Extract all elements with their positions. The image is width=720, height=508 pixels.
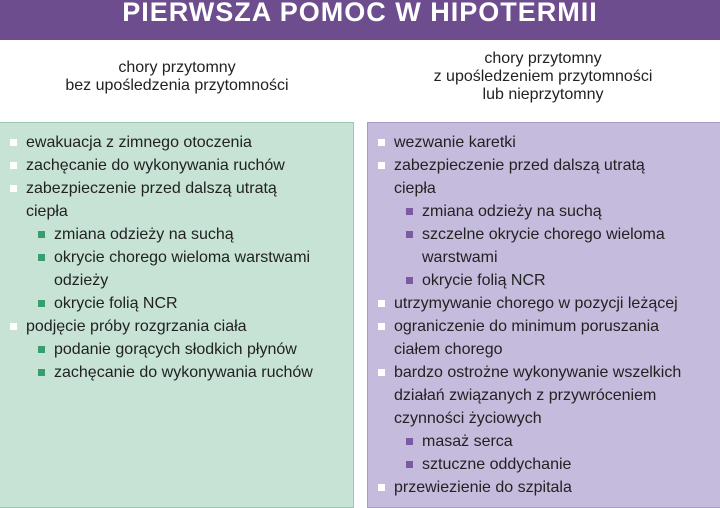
right-column-header <box>366 50 720 104</box>
list-item-text: okrycie folią NCR <box>422 272 546 289</box>
list-item <box>378 361 714 430</box>
list-item-text: zachęcanie do wykonywania ruchów <box>54 364 313 381</box>
list-item-text: ciepła <box>394 180 436 197</box>
square-bullet-icon <box>38 231 45 238</box>
left-action-list <box>10 131 347 384</box>
square-bullet-icon <box>378 162 385 169</box>
square-bullet-icon <box>38 346 45 353</box>
list-item-text: podanie gorących słodkich płynów <box>54 341 297 358</box>
list-item-text: czynności życiowych <box>394 410 542 427</box>
square-bullet-icon <box>406 277 413 284</box>
list-item <box>378 292 714 315</box>
right-header-line: z upośledzeniem przytomności <box>433 68 653 85</box>
list-item-text: okrycie folią NCR <box>54 295 178 312</box>
square-bullet-icon <box>378 484 385 491</box>
list-item-text: ewakuacja z zimnego otoczenia <box>26 134 252 151</box>
square-bullet-icon <box>10 162 17 169</box>
list-item-text: ciepła <box>26 203 68 220</box>
list-item <box>10 154 347 177</box>
list-item-text: zabezpieczenie przed dalszą utratą <box>394 157 645 174</box>
list-item-text: odzieży <box>54 272 109 289</box>
list-item-text: bardzo ostrożne wykonywanie wszelkich <box>394 364 682 381</box>
list-item-text: warstwami <box>422 249 498 266</box>
right-header-line: lub nieprzytomny <box>482 86 604 103</box>
list-item-text: podjęcie próby rozgrzania ciała <box>26 318 247 335</box>
sub-list-item <box>378 269 714 292</box>
sub-list-item <box>10 223 347 246</box>
list-item-text: szczelne okrycie chorego wieloma <box>422 226 665 243</box>
square-bullet-icon <box>406 438 413 445</box>
left-panel <box>0 122 354 508</box>
list-item-text: przewiezienie do szpitala <box>394 479 572 496</box>
square-bullet-icon <box>378 300 385 307</box>
list-item-text: działań związanych z przywróceniem <box>394 387 657 404</box>
left-header-line: bez upośledzenia przytomności <box>65 77 289 94</box>
right-header-line: chory przytomny <box>484 50 602 67</box>
list-item <box>10 131 347 154</box>
sub-list-item <box>10 246 347 292</box>
list-item-text: sztuczne oddychanie <box>422 456 572 473</box>
page-title: PIERWSZA POMOC W HIPOTERMII <box>0 0 720 40</box>
sub-list-item <box>10 292 347 315</box>
sub-list-item <box>378 200 714 223</box>
list-item <box>378 315 714 361</box>
square-bullet-icon <box>406 208 413 215</box>
list-item <box>10 315 347 338</box>
left-column-header <box>0 59 354 95</box>
sub-list-item <box>378 223 714 269</box>
right-panel <box>367 122 720 508</box>
list-item-text: ograniczenie do minimum poruszania <box>394 318 660 335</box>
left-header-line: chory przytomny <box>118 59 236 76</box>
square-bullet-icon <box>378 369 385 376</box>
list-item <box>378 154 714 200</box>
sub-list-item <box>10 338 347 361</box>
list-item-text: masaż serca <box>422 433 513 450</box>
square-bullet-icon <box>406 461 413 468</box>
list-item-text: utrzymywanie chorego w pozycji leżącej <box>394 295 678 312</box>
list-item-text: zmiana odzieży na suchą <box>422 203 602 220</box>
list-item <box>10 177 347 223</box>
list-item-text: zachęcanie do wykonywania ruchów <box>26 157 285 174</box>
list-item-text: ciałem chorego <box>394 341 503 358</box>
square-bullet-icon <box>406 231 413 238</box>
square-bullet-icon <box>10 185 17 192</box>
list-item-text: wezwanie karetki <box>394 134 516 151</box>
sub-list-item <box>378 430 714 453</box>
right-action-list <box>378 131 714 499</box>
square-bullet-icon <box>378 139 385 146</box>
sub-list-item <box>378 453 714 476</box>
list-item-text: okrycie chorego wieloma warstwami <box>54 249 311 266</box>
square-bullet-icon <box>378 323 385 330</box>
list-item <box>378 476 714 499</box>
square-bullet-icon <box>10 139 17 146</box>
square-bullet-icon <box>10 323 17 330</box>
square-bullet-icon <box>38 369 45 376</box>
square-bullet-icon <box>38 254 45 261</box>
list-item-text: zmiana odzieży na suchą <box>54 226 234 243</box>
list-item <box>378 131 714 154</box>
list-item-text: zabezpieczenie przed dalszą utratą <box>26 180 277 197</box>
square-bullet-icon <box>38 300 45 307</box>
sub-list-item <box>10 361 347 384</box>
